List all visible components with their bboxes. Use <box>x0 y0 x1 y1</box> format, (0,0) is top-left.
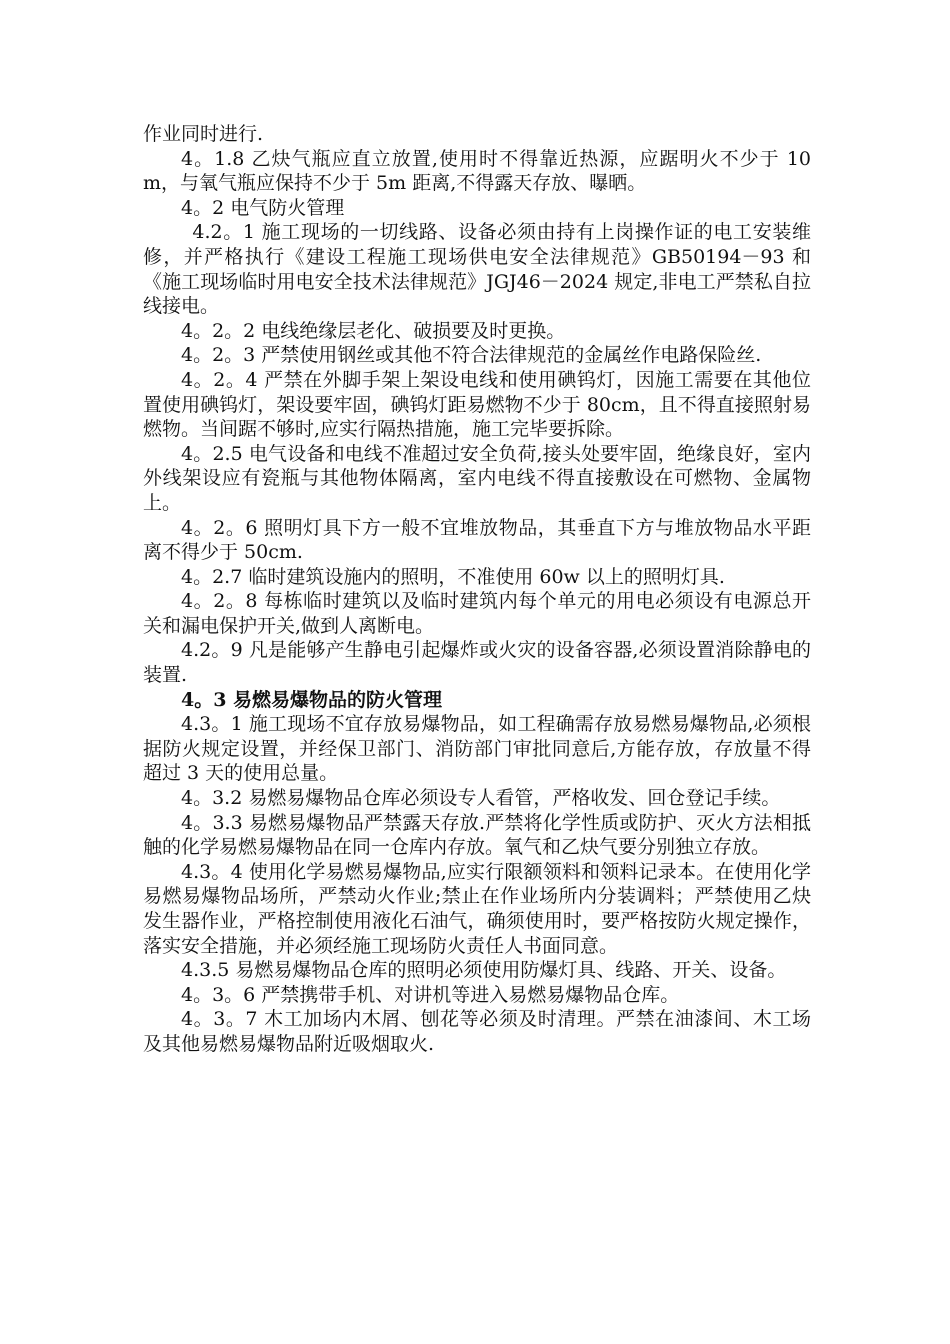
paragraph-continuation: 作业同时进行. <box>143 123 264 145</box>
paragraph-4-3-6: 4。3。6 严禁携带手机、对讲机等进入易燃易爆物品仓库。 <box>181 983 680 1006</box>
paragraph-4-3-2: 4。3.2 易燃易爆物品仓库必须设专人看管，严格收发、回仓登记手续。 <box>181 787 781 810</box>
paragraph-4-2-8: 4。2。8 每栋临时建筑以及临时建筑内每个单元的用电必须设有电源总开关和漏电保护开关,做到人离断电。 <box>143 590 811 637</box>
paragraph-4-3-4: 4.3。4 使用化学易燃易爆物品,应实行限额领料和领料记录本。在使用化学易燃易爆物品场所，严禁动火作业;禁止在作业场所内分装调料；严禁使用乙炔发生器作业，严格控制使用液化石油气，确须使用时，要严格按防火规定操作，落实安全措施，并必须经施工现场防火责任人书面同意。 <box>143 860 811 957</box>
paragraph-4-2-9: 4.2。9 凡是能够产生静电引起爆炸或火灾的设备容器,必须设置消除静电的装置. <box>143 639 811 687</box>
paragraph-4-2-1: 4.2。1 施工现场的一切线路、设备必须由持有上岗操作证的电工安装维修，并严格执行《建设工程施工现场供电安全法律规范》GB50194－93 和《施工现场临时用电安全技术法律规范》JGJ46－2024 规定,非电工严禁私自拉线接电。 <box>143 221 811 318</box>
paragraph-4-2-7: 4。2.7 临时建筑设施内的照明，不准使用 60w 以上的照明灯具. <box>181 565 725 588</box>
paragraph-4-2-6: 4。2。6 照明灯具下方一般不宜堆放物品，其垂直下方与堆放物品水平距离不得少于 50cm. <box>143 516 811 564</box>
paragraph-4-2-5: 4。2.5 电气设备和电线不准超过安全负荷,接头处要牢固，绝缘良好，室内外线架设应有瓷瓶与其他物体隔离，室内电线不得直接敷设在可燃物、金属物上。 <box>143 442 811 514</box>
paragraph-4-3-3: 4。3.3 易燃易爆物品严禁露天存放.严禁将化学性质或防护、灭火方法相抵触的化学易燃易爆物品在同一仓库内存放。氧气和乙炔气要分别独立存放。 <box>143 811 811 859</box>
paragraph-4-2-3: 4。2。3 严禁使用钢丝或其他不符合法律规范的金属丝作电路保险丝. <box>181 344 762 367</box>
paragraph-4-3-1: 4.3。1 施工现场不宜存放易爆物品，如工程确需存放易燃易爆物品,必须根据防火规定设置，并经保卫部门、消防部门审批同意后,方能存放，存放量不得超过 3 天的使用总量。 <box>143 713 811 785</box>
section-heading-4-2: 4。2 电气防火管理 <box>181 196 345 219</box>
paragraph-4-3-5: 4.3.5 易燃易爆物品仓库的照明必须使用防爆灯具、线路、开关、设备。 <box>181 959 787 982</box>
paragraph-4-3-7: 4。3。7 木工加场内木屑、刨花等必须及时清理。严禁在油漆间、木工场及其他易燃易爆物品附近吸烟取火. <box>143 1008 811 1055</box>
paragraph-4-1-8: 4。1.8 乙炔气瓶应直立放置,使用时不得靠近热源，应踞明火不少于 10m，与氧气瓶应保持不少于 5m 距离,不得露天存放、曝晒。 <box>143 147 811 195</box>
paragraph-4-2-2: 4。2。2 电线绝缘层老化、破损要及时更换。 <box>181 319 566 342</box>
document-body <box>143 122 811 1057</box>
paragraph-4-2-4: 4。2。4 严禁在外脚手架上架设电线和使用碘钨灯，因施工需要在其他位置使用碘钨灯，架设要牢固，碘钨灯距易燃物不少于 80cm，且不得直接照射易燃物。当间踞不够时,应实行隔热措施，施工完毕要拆除。 <box>143 368 811 441</box>
section-heading-4-3: 4。3 易燃易爆物品的防火管理 <box>181 688 443 711</box>
